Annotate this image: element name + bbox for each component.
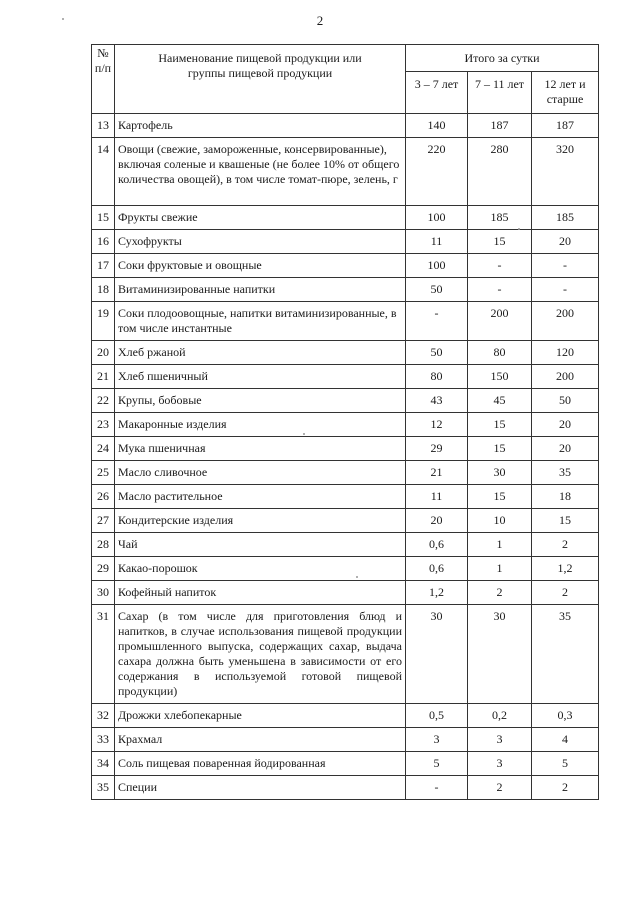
row-value-3-7: 29 [406, 437, 468, 461]
table-row [92, 114, 599, 138]
row-value-12-plus: 2 [532, 581, 599, 605]
row-product-name: Мука пшеничная [115, 437, 406, 461]
table-row [92, 557, 599, 581]
header-num: № п/п [92, 45, 115, 114]
row-product-name: Картофель [115, 114, 406, 138]
row-value-3-7: 20 [406, 509, 468, 533]
row-product-name: Хлеб пшеничный [115, 365, 406, 389]
row-number: 18 [92, 278, 115, 302]
row-value-7-11: 200 [468, 302, 532, 341]
row-product-name: Крупы, бобовые [115, 389, 406, 413]
row-product-name: Сухофрукты [115, 230, 406, 254]
row-number: 14 [92, 138, 115, 206]
row-value-12-plus: 187 [532, 114, 599, 138]
row-value-12-plus: 50 [532, 389, 599, 413]
row-number: 24 [92, 437, 115, 461]
row-value-3-7: 30 [406, 605, 468, 704]
row-product-name: Масло сливочное [115, 461, 406, 485]
row-product-name: Соль пищевая поваренная йодированная [115, 752, 406, 776]
header-product-name: Наименование пищевой продукции или группы пищевой продукции [115, 45, 406, 114]
row-value-3-7: 1,2 [406, 581, 468, 605]
row-value-7-11: 2 [468, 776, 532, 800]
row-number: 19 [92, 302, 115, 341]
row-product-name: Крахмал [115, 728, 406, 752]
row-value-7-11: 15 [468, 485, 532, 509]
row-number: 29 [92, 557, 115, 581]
row-value-12-plus: 18 [532, 485, 599, 509]
table-row [92, 413, 599, 437]
row-value-3-7: 0,6 [406, 557, 468, 581]
row-value-7-11: 0,2 [468, 704, 532, 728]
row-value-12-plus: 35 [532, 605, 599, 704]
row-value-3-7: 0,6 [406, 533, 468, 557]
row-value-7-11: 10 [468, 509, 532, 533]
row-value-3-7: 100 [406, 254, 468, 278]
row-number: 15 [92, 206, 115, 230]
row-value-7-11: 2 [468, 581, 532, 605]
row-number: 28 [92, 533, 115, 557]
row-value-12-plus: - [532, 278, 599, 302]
row-value-3-7: 3 [406, 728, 468, 752]
row-value-7-11: - [468, 278, 532, 302]
row-value-12-plus: 15 [532, 509, 599, 533]
row-number: 22 [92, 389, 115, 413]
row-number: 17 [92, 254, 115, 278]
table-row [92, 776, 599, 800]
row-value-7-11: - [468, 254, 532, 278]
row-value-3-7: 220 [406, 138, 468, 206]
row-product-name: Кондитерские изделия [115, 509, 406, 533]
table-row [92, 581, 599, 605]
row-value-7-11: 3 [468, 728, 532, 752]
row-product-name: Фрукты свежие [115, 206, 406, 230]
row-value-12-plus: 1,2 [532, 557, 599, 581]
row-value-12-plus: 200 [532, 302, 599, 341]
row-product-name: Сахар (в том числе для приготовления блюд и напитков, в случае использования пищевой продукции промышленного выпуска, содержащих сахар, выдача сахара должна быть уменьшена в зависимости от его содержания в используемой готовой пищевой продукции) [115, 605, 406, 704]
row-number: 35 [92, 776, 115, 800]
table-row [92, 341, 599, 365]
row-product-name: Овощи (свежие, замороженные, консервированные), включая соленые и квашеные (не более 10% от общего количества овощей), в том числе томат-пюре, зелень, г [115, 138, 406, 206]
row-value-7-11: 185 [468, 206, 532, 230]
row-value-3-7: 12 [406, 413, 468, 437]
table-row [92, 704, 599, 728]
row-number: 20 [92, 341, 115, 365]
page-number: 2 [316, 13, 324, 28]
row-value-3-7: - [406, 302, 468, 341]
row-value-3-7: - [406, 776, 468, 800]
row-value-7-11: 15 [468, 230, 532, 254]
table-row [92, 138, 599, 206]
row-value-3-7: 11 [406, 230, 468, 254]
row-value-7-11: 80 [468, 341, 532, 365]
row-number: 32 [92, 704, 115, 728]
row-value-12-plus: 120 [532, 341, 599, 365]
row-product-name: Масло растительное [115, 485, 406, 509]
row-value-7-11: 187 [468, 114, 532, 138]
header-age-12-plus: 12 лет и старше [532, 72, 599, 114]
row-number: 30 [92, 581, 115, 605]
row-number: 21 [92, 365, 115, 389]
row-value-12-plus: 20 [532, 413, 599, 437]
table-row [92, 509, 599, 533]
food-norms-table [91, 44, 599, 800]
row-product-name: Какао-порошок [115, 557, 406, 581]
header-age-3-7: 3 – 7 лет [406, 72, 468, 114]
row-value-7-11: 1 [468, 557, 532, 581]
table-row [92, 389, 599, 413]
row-number: 27 [92, 509, 115, 533]
scan-speck [518, 228, 520, 230]
table-row [92, 365, 599, 389]
row-number: 31 [92, 605, 115, 704]
row-value-12-plus: 2 [532, 533, 599, 557]
row-value-7-11: 30 [468, 461, 532, 485]
row-value-12-plus: 20 [532, 230, 599, 254]
header-age-7-11: 7 – 11 лет [468, 72, 532, 114]
row-value-7-11: 150 [468, 365, 532, 389]
row-value-3-7: 5 [406, 752, 468, 776]
row-value-12-plus: 200 [532, 365, 599, 389]
row-value-3-7: 21 [406, 461, 468, 485]
scan-speck [62, 18, 64, 20]
table-row [92, 533, 599, 557]
table-row [92, 605, 599, 704]
row-product-name: Чай [115, 533, 406, 557]
row-number: 26 [92, 485, 115, 509]
row-value-12-plus: 2 [532, 776, 599, 800]
row-product-name: Соки фруктовые и овощные [115, 254, 406, 278]
row-value-12-plus: 35 [532, 461, 599, 485]
row-product-name: Специи [115, 776, 406, 800]
table-row [92, 728, 599, 752]
row-product-name: Хлеб ржаной [115, 341, 406, 365]
row-value-3-7: 50 [406, 341, 468, 365]
row-value-12-plus: 0,3 [532, 704, 599, 728]
row-product-name: Витаминизированные напитки [115, 278, 406, 302]
row-value-3-7: 43 [406, 389, 468, 413]
row-value-12-plus: 5 [532, 752, 599, 776]
row-value-7-11: 45 [468, 389, 532, 413]
row-value-12-plus: 320 [532, 138, 599, 206]
row-value-7-11: 15 [468, 437, 532, 461]
row-value-3-7: 140 [406, 114, 468, 138]
row-number: 34 [92, 752, 115, 776]
table-row [92, 278, 599, 302]
header-total-per-day: Итого за сутки [406, 45, 599, 72]
row-number: 25 [92, 461, 115, 485]
row-value-12-plus: - [532, 254, 599, 278]
scan-speck [356, 576, 358, 578]
row-number: 23 [92, 413, 115, 437]
row-value-7-11: 3 [468, 752, 532, 776]
row-value-12-plus: 4 [532, 728, 599, 752]
row-value-3-7: 0,5 [406, 704, 468, 728]
row-number: 33 [92, 728, 115, 752]
table-row [92, 485, 599, 509]
scan-speck [303, 433, 305, 435]
row-product-name: Дрожжи хлебопекарные [115, 704, 406, 728]
table-row [92, 230, 599, 254]
row-value-3-7: 100 [406, 206, 468, 230]
row-number: 13 [92, 114, 115, 138]
row-value-3-7: 80 [406, 365, 468, 389]
row-value-3-7: 50 [406, 278, 468, 302]
row-value-7-11: 280 [468, 138, 532, 206]
table-row [92, 461, 599, 485]
row-value-7-11: 15 [468, 413, 532, 437]
row-value-7-11: 30 [468, 605, 532, 704]
row-value-12-plus: 20 [532, 437, 599, 461]
row-value-12-plus: 185 [532, 206, 599, 230]
row-product-name: Соки плодоовощные, напитки витаминизированные, в том числе инстантные [115, 302, 406, 341]
row-value-7-11: 1 [468, 533, 532, 557]
table-row [92, 206, 599, 230]
row-value-3-7: 11 [406, 485, 468, 509]
table-row [92, 437, 599, 461]
row-number: 16 [92, 230, 115, 254]
table-row [92, 302, 599, 341]
row-product-name: Макаронные изделия [115, 413, 406, 437]
table-row [92, 752, 599, 776]
row-product-name: Кофейный напиток [115, 581, 406, 605]
table-row [92, 254, 599, 278]
